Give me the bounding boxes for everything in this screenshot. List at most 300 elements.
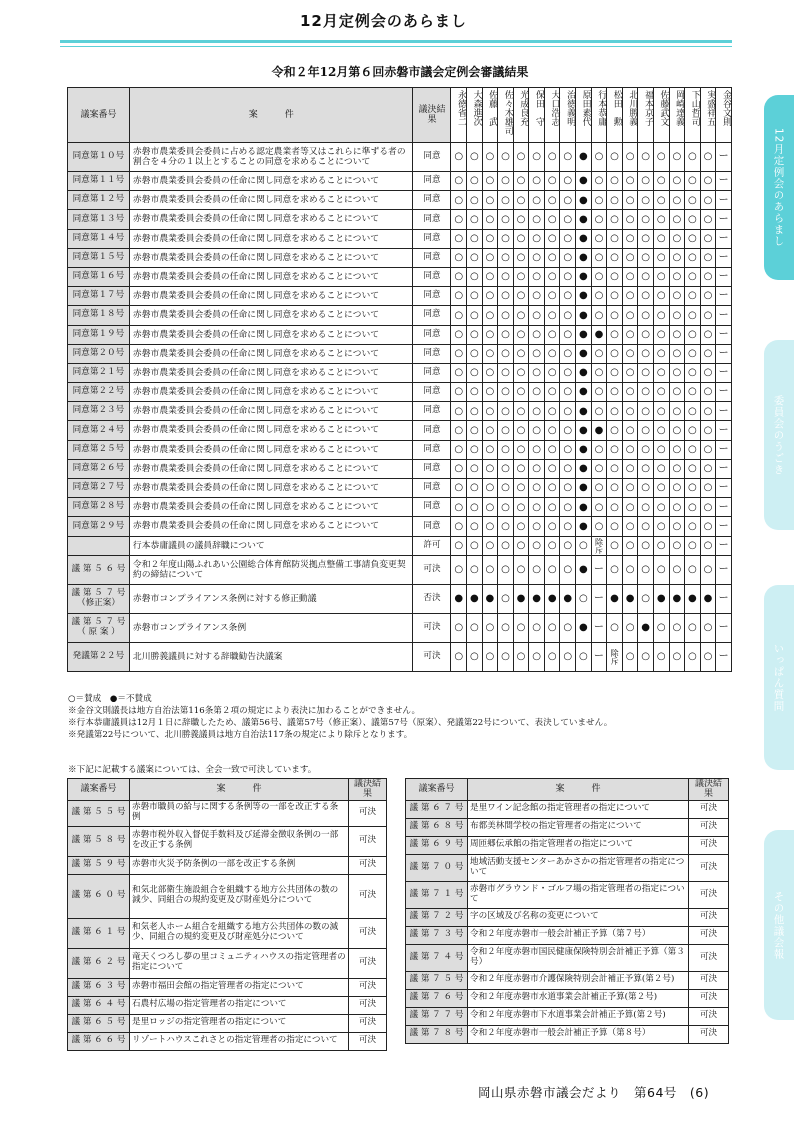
bill-number: 議 第 ６ ３ 号: [68, 978, 130, 996]
bill-result: 同意: [413, 267, 451, 286]
vote-mark: ○: [576, 584, 592, 613]
vote-mark: ○: [498, 306, 514, 325]
vote-mark: ○: [544, 642, 560, 671]
vote-mark: ○: [685, 459, 701, 478]
vote-mark: ○: [638, 287, 654, 306]
vote-mark: ○: [544, 191, 560, 210]
bill-number: 議 第 ５ ９ 号: [68, 856, 130, 874]
vote-mark: ●: [576, 363, 592, 382]
vote-mark: ○: [513, 172, 529, 191]
vote-mark: ●: [576, 248, 592, 267]
table-row: [406, 800, 729, 818]
vote-mark: ○: [638, 479, 654, 498]
vote-mark: ○: [529, 440, 545, 459]
vote-mark: ○: [653, 210, 669, 229]
vote-mark: ○: [700, 613, 716, 642]
bill-title: 赤磐市火災予防条例の一部を改正する条例: [129, 856, 348, 874]
vote-mark: ○: [529, 555, 545, 584]
bill-number: 議 第 ６ ７ 号: [406, 800, 468, 818]
vote-mark: ○: [482, 440, 498, 459]
vote-mark: ○: [622, 555, 638, 584]
vote-mark: ○: [560, 287, 576, 306]
bill-number: 議 第 ７ ３ 号: [406, 926, 468, 944]
vote-mark: ●: [622, 584, 638, 613]
vote-mark: ○: [576, 536, 592, 555]
vote-mark: ○: [498, 584, 514, 613]
vote-mark: ●: [576, 402, 592, 421]
side-tab-other[interactable]: その他議会報: [764, 830, 794, 1020]
vote-mark: ○: [498, 555, 514, 584]
bill-number: 議 第 ６ ０ 号: [68, 874, 130, 918]
bill-number: 議 第 ５ ８ 号: [68, 826, 130, 856]
vote-mark: ○: [700, 383, 716, 402]
vote-mark: ○: [653, 421, 669, 440]
vote-mark: ○: [482, 344, 498, 363]
bill-number: 同意第２３号: [68, 402, 130, 421]
vote-mark: ○: [685, 143, 701, 172]
vote-mark: ○: [591, 479, 607, 498]
bill-title: 赤磐市農業委員会委員の任命に関し同意を求めることについて: [129, 383, 413, 402]
bill-result: 同意: [413, 172, 451, 191]
page-footer: 岡山県赤磐市議会だより 第64号 (6): [478, 1085, 710, 1100]
bill-title: 令和２年度赤磐市国民健康保険特別会計補正予算（第３号）: [467, 944, 688, 971]
vote-mark: ○: [669, 517, 685, 536]
vote-mark: ー: [716, 210, 732, 229]
vote-mark: ○: [482, 248, 498, 267]
vote-mark: ○: [498, 172, 514, 191]
bill-title: 赤磐市コンプライアンス条例に対する修正動議: [129, 584, 413, 613]
vote-mark: ○: [529, 172, 545, 191]
vote-mark: ○: [513, 267, 529, 286]
vote-mark: ○: [467, 248, 483, 267]
bill-number: 議 第 ７ ０ 号: [406, 854, 468, 881]
bill-result: 可決: [689, 881, 729, 908]
bill-number: 議 第 ５ ５ 号: [68, 800, 130, 826]
bill-result: 可決: [689, 818, 729, 836]
bill-title: 是里ワイン記念館の指定管理者の指定について: [467, 800, 688, 818]
bill-title: 赤磐市税外収入督促手数料及び延滞金徴収条例の一部を改正する条例: [129, 826, 348, 856]
vote-mark: ○: [638, 210, 654, 229]
bill-result: 可決: [413, 642, 451, 671]
vote-mark: ○: [498, 479, 514, 498]
vote-mark: ○: [638, 642, 654, 671]
vote-mark: ー: [716, 517, 732, 536]
vote-mark: ○: [622, 172, 638, 191]
side-tab-regular-session[interactable]: 12月定例会のあらまし: [764, 95, 794, 280]
vote-mark: ○: [622, 325, 638, 344]
vote-mark: ○: [498, 191, 514, 210]
vote-mark: ○: [653, 536, 669, 555]
table-row: [68, 536, 732, 555]
bill-result: 可決: [349, 800, 387, 826]
vote-mark: ○: [607, 555, 623, 584]
vote-mark: ○: [669, 536, 685, 555]
vote-mark: ○: [544, 325, 560, 344]
bill-number: 議 第 ６ ２ 号: [68, 948, 130, 978]
vote-mark: ○: [529, 479, 545, 498]
bill-result: 同意: [413, 402, 451, 421]
vote-mark: ○: [607, 325, 623, 344]
vote-mark: ○: [544, 172, 560, 191]
vote-mark: ●: [576, 325, 592, 344]
vote-mark: ○: [638, 517, 654, 536]
vote-mark: ●: [591, 421, 607, 440]
vote-mark: ○: [669, 363, 685, 382]
vote-mark: ○: [467, 363, 483, 382]
vote-mark: ○: [467, 306, 483, 325]
bill-title: 赤磐市職員の給与に関する条例等の一部を改正する条例: [129, 800, 348, 826]
vote-mark: ○: [498, 642, 514, 671]
vote-mark: ○: [638, 459, 654, 478]
vote-mark: ○: [560, 325, 576, 344]
vote-mark: ●: [576, 459, 592, 478]
vote-mark: ○: [498, 287, 514, 306]
vote-mark: ○: [638, 363, 654, 382]
vote-mark: ○: [482, 498, 498, 517]
vote-mark: ○: [451, 459, 467, 478]
vote-mark: ○: [700, 459, 716, 478]
side-tab-general-question[interactable]: いっぱん質問: [764, 585, 794, 770]
vote-mark: ○: [529, 613, 545, 642]
bill-result: 同意: [413, 229, 451, 248]
vote-mark: ○: [669, 229, 685, 248]
unanimous-table-left: [67, 778, 387, 1051]
bill-number: 発議第２２号: [68, 642, 130, 671]
vote-mark: ○: [498, 363, 514, 382]
vote-mark: ○: [622, 642, 638, 671]
vote-mark: ○: [622, 287, 638, 306]
vote-mark: ○: [513, 191, 529, 210]
table-row: [68, 479, 732, 498]
bill-number: 同意第２７号: [68, 479, 130, 498]
vote-mark: ー: [716, 267, 732, 286]
bill-result: 可決: [689, 908, 729, 926]
col-header-number: 議案番号: [406, 779, 468, 801]
vote-mark: ○: [467, 229, 483, 248]
vote-mark: ○: [638, 143, 654, 172]
bill-title: 赤磐市農業委員会委員の任命に関し同意を求めることについて: [129, 363, 413, 382]
vote-mark: ○: [685, 229, 701, 248]
bill-number: 議 第 ６ ８ 号: [406, 818, 468, 836]
vote-mark: ○: [685, 248, 701, 267]
vote-mark: ○: [482, 287, 498, 306]
vote-mark: ー: [716, 229, 732, 248]
vote-mark: ○: [560, 421, 576, 440]
vote-mark: ○: [622, 143, 638, 172]
vote-mark: ○: [451, 287, 467, 306]
bill-title: 赤磐市農業委員会委員に占める認定農業者等又はこれらに準ずる者の割合を４分の１以上とすることの同意を求めることについて: [129, 143, 413, 172]
vote-mark: ●: [669, 584, 685, 613]
bill-title: 石農村広場の指定管理者の指定について: [129, 996, 348, 1014]
vote-mark: ○: [482, 383, 498, 402]
vote-mark: ○: [482, 536, 498, 555]
member-name: 岡崎達義: [669, 88, 685, 143]
vote-mark: ー: [716, 344, 732, 363]
vote-mark: ○: [669, 306, 685, 325]
vote-mark: ー: [716, 306, 732, 325]
vote-mark: ○: [669, 613, 685, 642]
vote-mark: ○: [591, 498, 607, 517]
vote-mark: ○: [685, 479, 701, 498]
table-row: [68, 267, 732, 286]
vote-mark: ○: [700, 642, 716, 671]
vote-mark: ○: [607, 498, 623, 517]
vote-mark: ○: [560, 267, 576, 286]
vote-mark: ○: [669, 440, 685, 459]
bill-number: 同意第１０号: [68, 143, 130, 172]
vote-mark: ○: [467, 191, 483, 210]
vote-mark: ○: [622, 402, 638, 421]
vote-mark: ○: [653, 402, 669, 421]
vote-mark: ○: [544, 421, 560, 440]
vote-mark: ○: [685, 642, 701, 671]
vote-mark: ○: [607, 536, 623, 555]
vote-mark: ○: [544, 613, 560, 642]
vote-mark: ○: [467, 517, 483, 536]
vote-mark: ○: [482, 267, 498, 286]
vote-mark: ○: [700, 421, 716, 440]
member-name: 永徳省二: [451, 88, 467, 143]
table-row: [68, 210, 732, 229]
vote-mark: ○: [529, 421, 545, 440]
bill-result: 可決: [413, 613, 451, 642]
side-tab-committee[interactable]: 委員会のうごき: [764, 340, 794, 530]
vote-mark: ○: [529, 267, 545, 286]
member-name: 福本京子: [638, 88, 654, 143]
vote-mark: ○: [638, 498, 654, 517]
vote-mark: ○: [685, 440, 701, 459]
member-name: 下山哲司: [685, 88, 701, 143]
vote-mark: ○: [529, 536, 545, 555]
vote-mark: ○: [529, 517, 545, 536]
vote-mark: ○: [700, 248, 716, 267]
bill-title: 令和２年度赤磐市一般会計補正予算（第８号）: [467, 1025, 688, 1043]
vote-mark: ○: [467, 344, 483, 363]
vote-mark: ー: [716, 440, 732, 459]
vote-mark: ○: [560, 363, 576, 382]
vote-mark: ○: [700, 229, 716, 248]
vote-mark: ○: [591, 402, 607, 421]
col-header-result: 議決結果: [689, 779, 729, 801]
bill-title: 周匝郷伝承館の指定管理者の指定について: [467, 836, 688, 854]
vote-mark: ○: [529, 229, 545, 248]
main-title: 令和２年12月第６回赤磐市議会定例会審議結果: [271, 65, 529, 79]
vote-mark: ○: [700, 191, 716, 210]
vote-mark: ○: [451, 143, 467, 172]
vote-mark: ○: [607, 459, 623, 478]
vote-mark: ○: [653, 143, 669, 172]
vote-mark: ○: [451, 344, 467, 363]
bill-title: 令和２年度赤磐市介護保険特別会計補正予算(第２号): [467, 971, 688, 989]
bill-title: リゾートハウスこれさとの指定管理者の指定について: [129, 1032, 348, 1050]
bill-result: 可決: [689, 944, 729, 971]
vote-mark: ●: [560, 584, 576, 613]
vote-mark: ○: [451, 325, 467, 344]
vote-mark: ○: [700, 143, 716, 172]
bill-result: 可決: [689, 1025, 729, 1043]
table-row: [68, 800, 387, 826]
bill-title: 字の区域及び名称の変更について: [467, 908, 688, 926]
table-row: [68, 306, 732, 325]
vote-mark: ○: [700, 536, 716, 555]
vote-mark: ○: [591, 440, 607, 459]
table-row: [406, 854, 729, 881]
vote-mark: ○: [498, 210, 514, 229]
vote-mark: ○: [607, 248, 623, 267]
table-row: [68, 459, 732, 478]
table-row: [68, 402, 732, 421]
vote-mark: ○: [467, 287, 483, 306]
vote-mark: ○: [451, 191, 467, 210]
vote-mark: ○: [700, 267, 716, 286]
vote-mark: ○: [451, 498, 467, 517]
bill-number: 同意第１２号: [68, 191, 130, 210]
vote-mark: ○: [685, 363, 701, 382]
vote-mark: ○: [622, 229, 638, 248]
vote-mark: ○: [451, 363, 467, 382]
vote-mark: ○: [544, 344, 560, 363]
bill-result: 可決: [349, 826, 387, 856]
vote-mark: ○: [482, 306, 498, 325]
table-row: [68, 229, 732, 248]
vote-mark: ○: [638, 325, 654, 344]
vote-mark: ○: [451, 306, 467, 325]
vote-mark: ○: [544, 143, 560, 172]
vote-mark: ○: [669, 344, 685, 363]
bill-result: 可決: [349, 948, 387, 978]
vote-mark: ○: [544, 229, 560, 248]
vote-mark: ○: [638, 584, 654, 613]
bill-title: 令和２年度山陽ふれあい公園総合体育館防災拠点整備工事請負変更契約の締結について: [129, 555, 413, 584]
bill-title: 令和２年度赤磐市一般会計補正予算（第７号）: [467, 926, 688, 944]
vote-mark: ○: [560, 517, 576, 536]
vote-mark: ○: [591, 172, 607, 191]
vote-mark: ○: [591, 267, 607, 286]
vote-mark: ○: [685, 267, 701, 286]
vote-mark: ○: [467, 498, 483, 517]
vote-mark: ●: [576, 383, 592, 402]
vote-mark: ○: [622, 440, 638, 459]
vote-mark: ○: [544, 287, 560, 306]
bill-result: 可決: [689, 1007, 729, 1025]
vote-mark: ○: [607, 421, 623, 440]
vote-mark: ○: [513, 440, 529, 459]
vote-mark: ○: [622, 479, 638, 498]
vote-mark: ○: [451, 440, 467, 459]
vote-mark: ○: [498, 517, 514, 536]
vote-mark: ○: [591, 210, 607, 229]
vote-mark: ○: [653, 642, 669, 671]
vote-mark: ○: [451, 517, 467, 536]
vote-mark: ○: [529, 210, 545, 229]
vote-mark: ○: [529, 306, 545, 325]
member-name: 大口浩志: [544, 88, 560, 143]
vote-mark: ○: [669, 191, 685, 210]
vote-mark: ●: [451, 584, 467, 613]
bill-result: 同意: [413, 248, 451, 267]
col-header-case: 案 件: [129, 779, 348, 801]
table-row: [406, 908, 729, 926]
bill-result: 可決: [349, 978, 387, 996]
bill-title: 赤磐市農業委員会委員の任命に関し同意を求めることについて: [129, 229, 413, 248]
vote-mark: ○: [482, 642, 498, 671]
vote-mark: ○: [607, 287, 623, 306]
vote-mark: ○: [513, 143, 529, 172]
vote-mark: ○: [451, 421, 467, 440]
vote-mark: ○: [451, 479, 467, 498]
vote-mark: ○: [622, 191, 638, 210]
table-row: [68, 191, 732, 210]
header-rule-thin: [60, 46, 732, 47]
vote-mark: ○: [669, 143, 685, 172]
vote-mark: ○: [653, 229, 669, 248]
table-row: [68, 613, 732, 642]
vote-mark: ○: [669, 642, 685, 671]
table-row: [68, 383, 732, 402]
vote-mark: ○: [498, 421, 514, 440]
vote-mark: ○: [622, 459, 638, 478]
bill-result: 可決: [689, 836, 729, 854]
note-line: ※行本恭庸議員は12月１日に辞職したため、議第56号、議第57号（修正案）、議第57号（原案）、発議第22号について、表決していません。: [68, 718, 613, 728]
vote-mark: ○: [607, 306, 623, 325]
vote-mark: ○: [498, 498, 514, 517]
vote-mark: ○: [467, 459, 483, 478]
vote-mark: ○: [513, 421, 529, 440]
vote-mark: ○: [638, 248, 654, 267]
vote-mark: ー: [716, 287, 732, 306]
vote-mark: ○: [513, 642, 529, 671]
bill-title: 地域活動支援センターあかさかの指定管理者の指定について: [467, 854, 688, 881]
bill-result: 同意: [413, 325, 451, 344]
vote-mark: ○: [544, 440, 560, 459]
vote-mark: ○: [576, 642, 592, 671]
vote-mark: ●: [700, 584, 716, 613]
vote-mark: ○: [467, 555, 483, 584]
bill-result: 同意: [413, 479, 451, 498]
vote-mark: ○: [653, 287, 669, 306]
vote-mark: ○: [653, 383, 669, 402]
vote-mark: ○: [700, 325, 716, 344]
vote-mark: ○: [653, 248, 669, 267]
vote-mark: ー: [716, 402, 732, 421]
vote-mark: ○: [467, 210, 483, 229]
vote-mark: ○: [622, 363, 638, 382]
vote-mark: ○: [653, 306, 669, 325]
vote-mark: ー: [716, 613, 732, 642]
vote-mark: ○: [498, 613, 514, 642]
vote-mark: ○: [653, 498, 669, 517]
vote-mark: ○: [482, 421, 498, 440]
vote-mark: ○: [669, 383, 685, 402]
vote-mark: ○: [669, 479, 685, 498]
member-name: 佐々木雄司: [498, 88, 514, 143]
vote-mark: ●: [576, 306, 592, 325]
vote-mark: ○: [513, 555, 529, 584]
vote-mark: ●: [576, 479, 592, 498]
table-row: [406, 971, 729, 989]
vote-mark: ー: [716, 191, 732, 210]
vote-mark: ○: [451, 642, 467, 671]
vote-mark: ー: [716, 248, 732, 267]
vote-mark: ○: [544, 536, 560, 555]
vote-mark: ●: [685, 584, 701, 613]
bill-title: 赤磐市農業委員会委員の任命に関し同意を求めることについて: [129, 440, 413, 459]
bill-result: 可決: [349, 874, 387, 918]
table-row: [68, 498, 732, 517]
vote-mark: ○: [560, 459, 576, 478]
vote-mark: ○: [591, 344, 607, 363]
vote-mark: ○: [451, 383, 467, 402]
